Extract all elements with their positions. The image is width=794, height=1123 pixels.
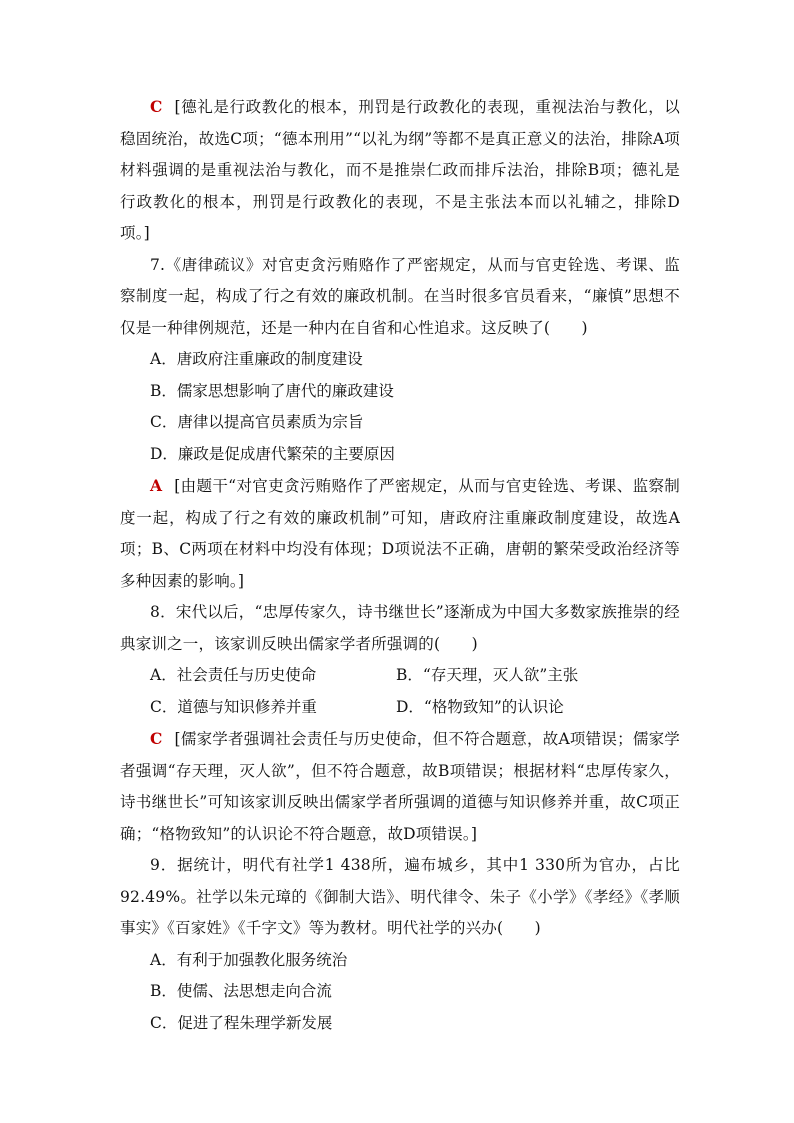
q8-explanation	[120, 723, 680, 850]
q7-stem: 7.《唐律疏议》对官吏贪污贿赂作了严密规定，从而与官吏铨选、考课、监察制度一起，构成了行之有效的廉政机制。在当时很多官员看来，“廉慎”思想不仅是一种律例规范，还是一种内在自省和心性追求。这反映了( )	[120, 255, 680, 337]
q8-option-c: C．道德与知识修养并重	[150, 697, 317, 716]
q6-answer: C	[150, 97, 163, 116]
q6-explanation	[120, 91, 680, 250]
q9-stem: 9．据统计，明代有社学1 438所，遍布城乡，其中1 330所为官办，占比92.49%。社学以朱元璋的《御制大诰》、明代律令、朱子《小学》《孝经》《孝顺事实》《百家姓》《千字文》等为教材。明代社学的兴办( )	[120, 856, 680, 937]
q7-option-b: B．儒家思想影响了唐代的廉政建设	[150, 381, 394, 400]
q7-option-a: A．唐政府注重廉政的制度建设	[150, 350, 363, 368]
q7-answer: A	[150, 476, 163, 495]
q9-option-b: B．使儒、法思想走向合流	[150, 982, 332, 1000]
q8-option-b: B．“存天理，灭人欲”主张	[396, 666, 579, 684]
q8-explanation-text: [儒家学者强调社会责任与历史使命，但不符合题意，故A项错误；儒家学者强调“存天理，灭人欲”，但不符合题意，故B项错误；根据材料“忠厚传家久，诗书继世长”可知该家训反映出儒家学者所强调的道德与知识修养并重，故C项正确；“格物致知”的认识论不符合题意，故D项错误。]	[120, 730, 680, 843]
q6-explanation-text: [德礼是行政教化的根本，刑罚是行政教化的表现，重视法治与教化，以稳固统治，故选C项；“德本刑用”“以礼为纲”等都不是真正意义的法治，排除A项 材料强调的是重视法治与教化，而不是推崇仁政而排斥法治，排除B项；德礼是行政教化的根本，刑罚是行政教化的表现，不是主张法本而以礼辅之，排除D项。]	[120, 98, 680, 242]
q8-stem: 8．宋代以后，“忠厚传家久，诗书继世长”逐渐成为中国大多数家族推崇的经典家训之一，该家训反映出儒家学者所强调的( )	[120, 603, 680, 653]
q8-options-row-2	[120, 692, 680, 724]
q8-options-row-1	[120, 660, 680, 692]
q8-option-a: A．社会责任与历史使命	[150, 666, 317, 684]
q8-answer: C	[150, 729, 163, 748]
q9-option-a: A．有利于加强教化服务统治	[150, 950, 348, 969]
content-area	[120, 91, 680, 1039]
q9-option-c: C．促进了程朱理学新发展	[150, 1013, 333, 1032]
q8-option-d: D．“格物致知”的认识论	[396, 697, 564, 716]
q7-option-c: C．唐律以提高官员素质为宗旨	[150, 413, 364, 431]
q7-explanation-text: [由题干“对官吏贪污贿赂作了严密规定，从而与官吏铨选、考课、监察制度一起，构成了行之有效的廉政机制”可知，唐政府注重廉政制度建设，故选A项；B、C两项在材料中均没有体现；D项说法不正确，唐朝的繁荣受政治经济等多种因素的影响。]	[120, 477, 680, 590]
q7-option-d: D．廉政是促成唐代繁荣的主要原因	[150, 444, 395, 463]
q7-explanation	[120, 470, 680, 597]
